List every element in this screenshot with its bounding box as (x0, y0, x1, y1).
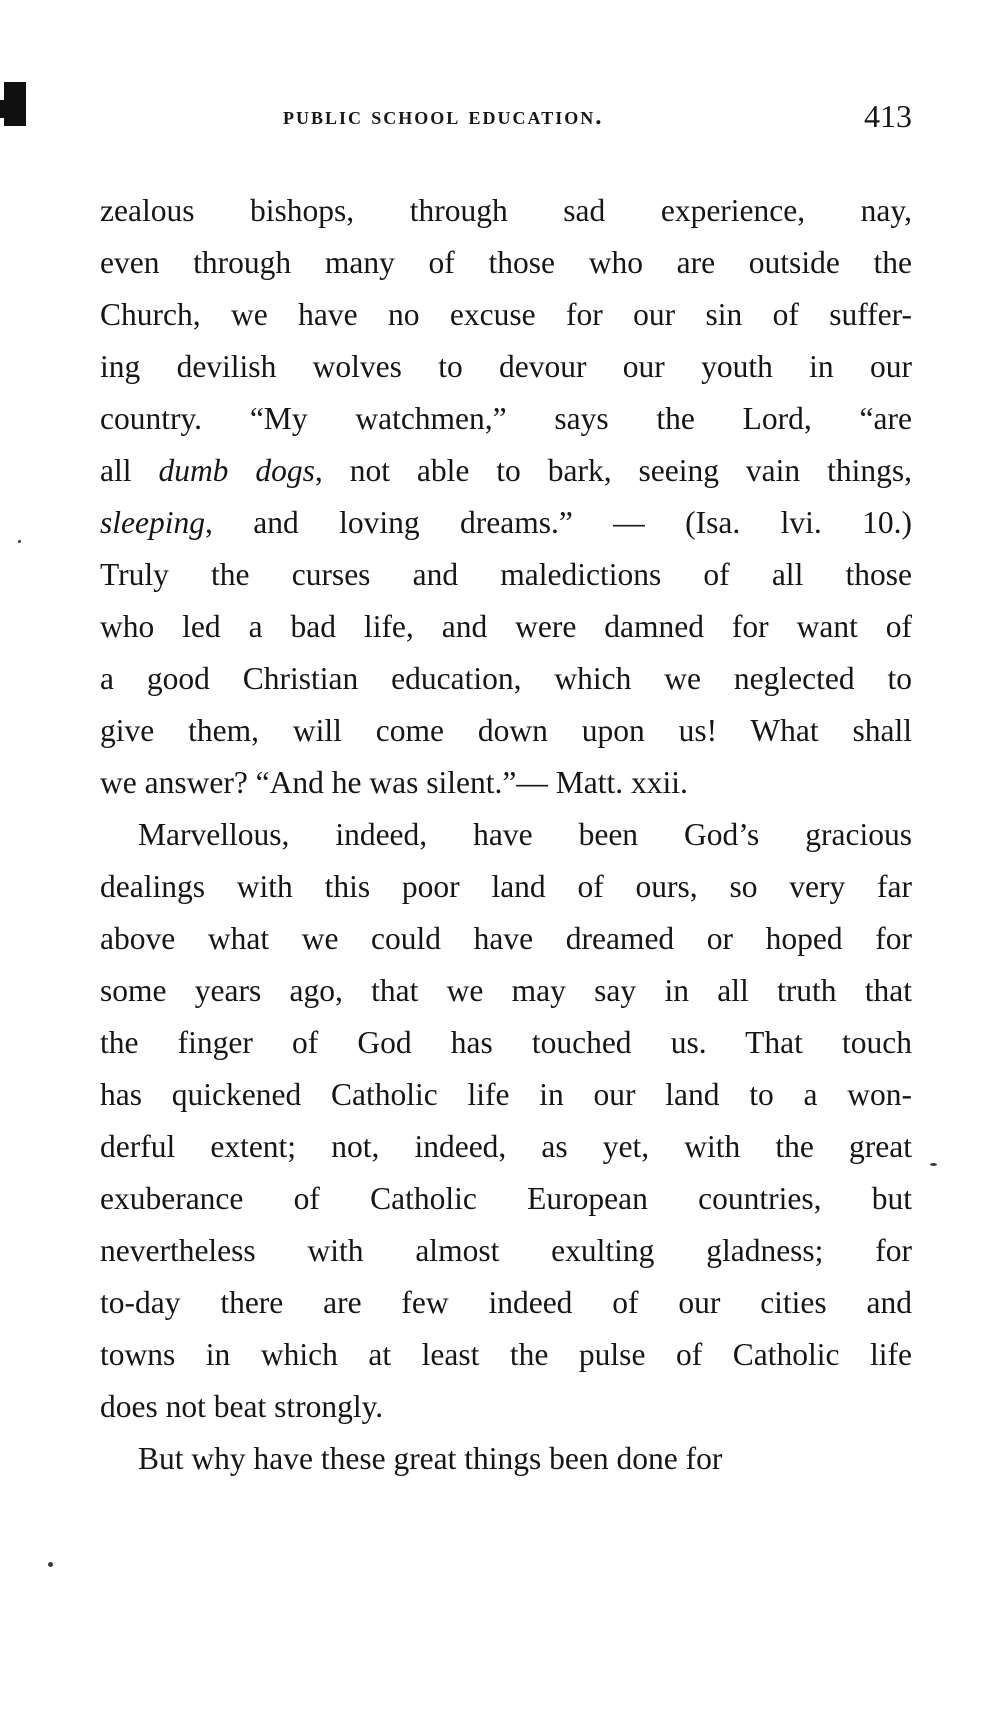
text-line: the finger of God has touched us. That touch (100, 1025, 912, 1060)
text-line: exuberance of Catholic European countries, but (100, 1181, 912, 1216)
scan-speck (48, 1562, 53, 1567)
line-text: all (100, 453, 159, 488)
scan-speck (18, 540, 21, 543)
text-line: But why have these great things been done for (138, 1441, 723, 1476)
body-text (100, 185, 912, 1485)
text-line: to-day there are few indeed of our cities and (100, 1285, 912, 1320)
text-line: a good Christian education, which we neglected to (100, 661, 912, 696)
text-line: does not beat strongly. (100, 1389, 384, 1424)
text-line: even through many of those who are outside the (100, 245, 912, 280)
scan-edge-mark (0, 100, 10, 118)
text-line: Truly the curses and maledictions of all those (100, 557, 912, 592)
text-line: above what we could have dreamed or hoped for (100, 921, 912, 956)
italic-phrase: sleeping (100, 505, 205, 540)
text-line: we answer? “And he was silent.”— Matt. xxii. (100, 765, 688, 800)
text-line: towns in which at least the pulse of Catholic life (100, 1337, 912, 1372)
text-line: some years ago, that we may say in all truth that (100, 973, 912, 1008)
text-line: derful extent; not, indeed, as yet, with the great (100, 1129, 912, 1164)
text-line: who led a bad life, and were damned for want of (100, 609, 912, 644)
text-line: country. “My watchmen,” says the Lord, “are (100, 401, 912, 436)
italic-phrase: dumb dogs (158, 453, 315, 488)
text-line: has quickened Catholic life in our land to a won- (100, 1077, 912, 1112)
text-line: give them, will come down upon us! What shall (100, 713, 912, 748)
running-head: public school education. (283, 103, 604, 130)
line-text: , and loving dreams.” — (Isa. lvi. 10.) (204, 505, 912, 540)
text-line: Church, we have no excuse for our sin of suffer- (100, 297, 912, 332)
line-text: , not able to bark, seeing vain things, (314, 453, 912, 488)
text-line: nevertheless with almost exulting gladness; for (100, 1233, 912, 1268)
page-header (100, 100, 912, 150)
text-line-with-emphasis (100, 445, 912, 497)
text-line: dealings with this poor land of ours, so very far (100, 869, 912, 904)
text-line-with-emphasis (100, 497, 912, 549)
page-number: 413 (864, 98, 912, 134)
text-line: Marvellous, indeed, have been God’s gracious (138, 817, 912, 852)
scan-speck (930, 1163, 937, 1166)
text-line: ing devilish wolves to devour our youth in our (100, 349, 912, 384)
text-line: zealous bishops, through sad experience, nay, (100, 193, 912, 228)
